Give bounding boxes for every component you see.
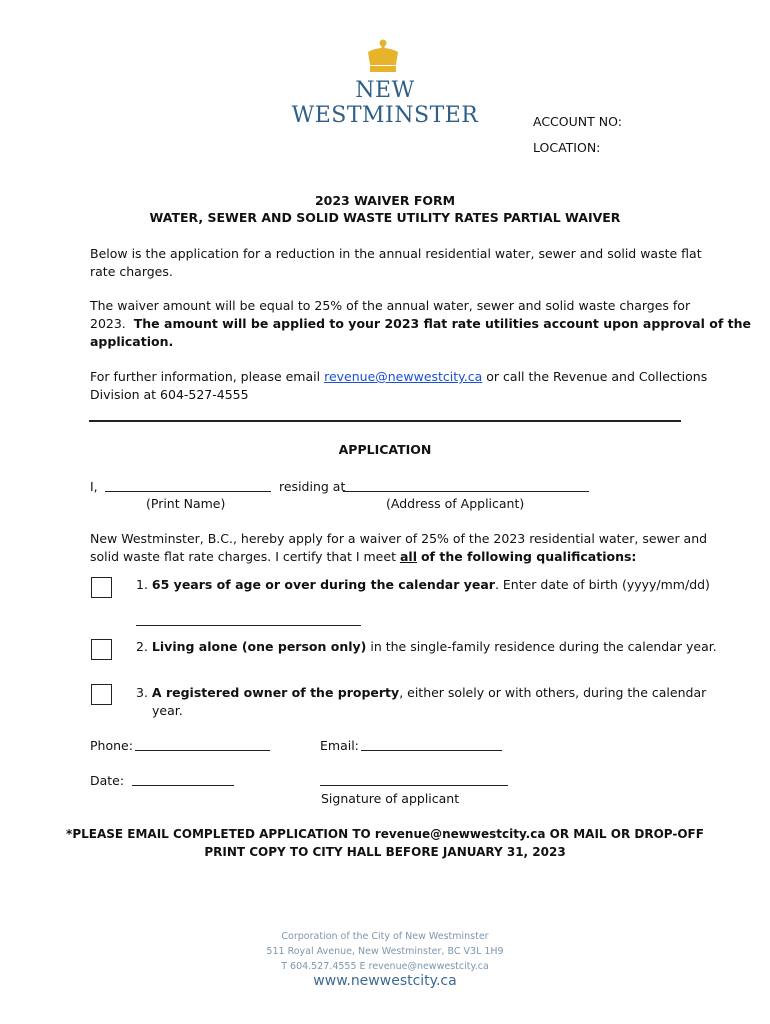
- address-field[interactable]: [343, 491, 589, 492]
- qualification-3-bold: A registered owner of the property: [151, 685, 400, 700]
- signature-caption: Signature of applicant: [321, 791, 460, 806]
- footer-address: [0, 929, 770, 974]
- intro-p2-line1: The waiver amount will be equal to 25% of the annual water, sewer and solid waste charges for: [90, 298, 691, 313]
- location-label: LOCATION:: [533, 140, 601, 155]
- section-divider: [89, 420, 681, 422]
- qualification-3-checkbox[interactable]: [91, 684, 112, 705]
- intro-p2-line2: [90, 315, 751, 333]
- email-field[interactable]: [361, 750, 502, 751]
- qualification-1-checkbox[interactable]: [91, 577, 112, 598]
- print-name-caption: (Print Name): [146, 496, 226, 511]
- stmt-line2: [90, 548, 707, 566]
- footer-line3: T 604.527.4555 E revenue@newwestcity.ca: [281, 961, 489, 972]
- qualification-1-number: 1.: [136, 577, 148, 592]
- date-field[interactable]: [132, 785, 234, 786]
- phone-label: Phone:: [90, 738, 133, 753]
- phone-field[interactable]: [135, 750, 270, 751]
- form-title: 2023 WAIVER FORM: [314, 193, 456, 208]
- stmt-line1: New Westminster, B.C., hereby apply for a waiver of 25% of the 2023 residential water, sewer and: [90, 531, 708, 546]
- intro-p3-line2: Division at 604-527-4555: [90, 387, 249, 402]
- city-logo: [285, 38, 485, 128]
- crown-icon: [365, 38, 401, 76]
- account-no-label: ACCOUNT NO:: [533, 114, 622, 129]
- qualification-2-rest: in the single-family residence during the calendar year.: [366, 639, 717, 654]
- qualification-3-number: 3.: [136, 685, 148, 700]
- stmt-line2-plain: solid waste flat rate charges. I certify that I meet: [90, 549, 396, 564]
- footer-line1: Corporation of the City of New Westminster: [281, 931, 489, 942]
- date-of-birth-field[interactable]: [136, 625, 361, 626]
- qualification-2-checkbox[interactable]: [91, 639, 112, 660]
- qualification-1-bold: 65 years of age or over during the calendar year: [151, 577, 495, 592]
- stmt-line2-bold: of the following qualifications:: [420, 549, 637, 564]
- submit-notice-line1: *PLEASE EMAIL COMPLETED APPLICATION TO revenue@newwestcity.ca OR MAIL OR DROP-OFF: [66, 827, 704, 841]
- print-name-field[interactable]: [105, 491, 271, 492]
- qualification-3-rest2: year.: [152, 703, 183, 718]
- intro-paragraph-1: [90, 245, 702, 281]
- submit-notice-line2: PRINT COPY TO CITY HALL BEFORE JANUARY 31, 2023: [204, 845, 566, 859]
- footer-website-link[interactable]: www.newwestcity.ca: [313, 973, 457, 989]
- qualification-3-text: [136, 684, 706, 720]
- intro-p2-year: 2023.: [90, 316, 126, 331]
- signature-field[interactable]: [320, 785, 508, 786]
- certification-statement: [90, 530, 707, 566]
- application-heading: APPLICATION: [338, 442, 432, 457]
- stmt-line2-all: all: [399, 549, 417, 564]
- intro-paragraph-2: [90, 297, 751, 351]
- qualification-2-bold: Living alone (one person only): [151, 639, 367, 654]
- intro-p1-line1: Below is the application for a reduction in the annual residential water, sewer and solid waste flat: [90, 246, 702, 261]
- revenue-email-link[interactable]: revenue@newwestcity.ca: [324, 369, 483, 384]
- i-label: I,: [90, 479, 98, 494]
- form-subtitle: WATER, SEWER AND SOLID WASTE UTILITY RATES PARTIAL WAIVER: [149, 210, 621, 225]
- intro-p2-bold: The amount will be applied to your 2023 flat rate utilities account upon approval of the: [133, 316, 751, 331]
- city-wordmark: NEW WESTMINSTER: [291, 78, 479, 128]
- email-label: Email:: [320, 738, 359, 753]
- qualification-1-text: [136, 576, 710, 594]
- residing-label: residing at: [279, 479, 346, 494]
- qualification-3-rest: , either solely or with others, during the calendar: [399, 685, 707, 700]
- address-caption: (Address of Applicant): [386, 496, 525, 511]
- qualification-1-rest: . Enter date of birth (yyyy/mm/dd): [494, 577, 710, 592]
- intro-p2-line3: application.: [90, 334, 174, 349]
- qualification-2-text: [136, 638, 717, 656]
- footer-line2: 511 Royal Avenue, New Westminster, BC V3L 1H9: [266, 946, 504, 957]
- intro-p3-post: or call the Revenue and Collections: [486, 369, 708, 384]
- intro-paragraph-3: [90, 368, 707, 404]
- intro-p3-line1: [90, 368, 707, 386]
- intro-p1-line2: rate charges.: [90, 264, 173, 279]
- intro-p3-pre: For further information, please email: [90, 369, 321, 384]
- date-label: Date:: [90, 773, 125, 788]
- qualification-2-number: 2.: [136, 639, 148, 654]
